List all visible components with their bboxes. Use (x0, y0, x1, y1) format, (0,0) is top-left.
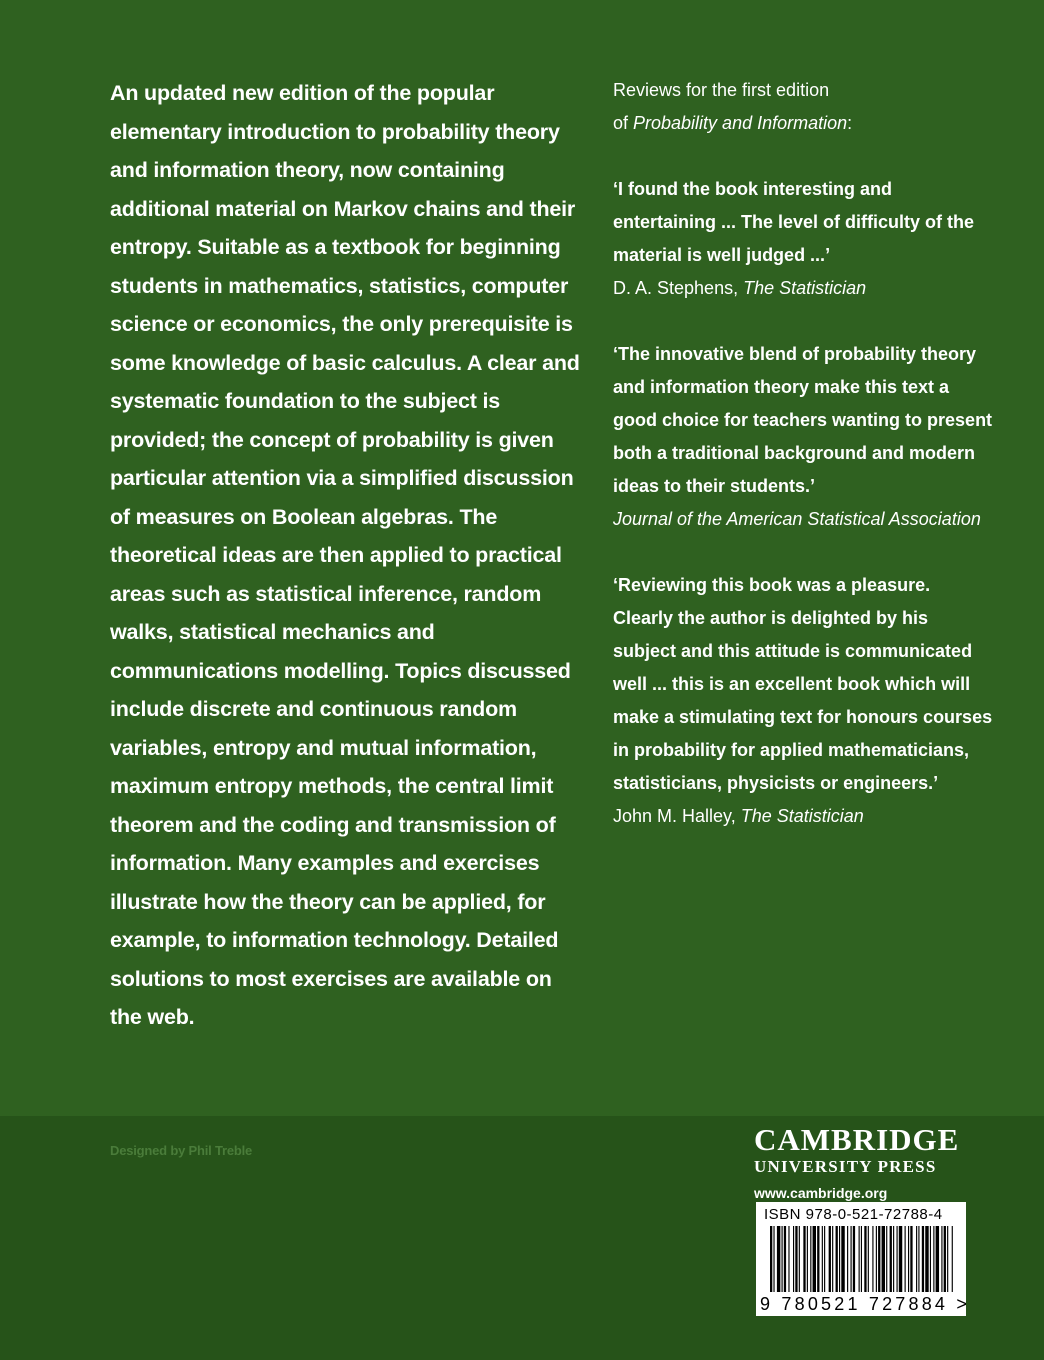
review-quote: ‘Reviewing this book was a pleasure. Clearly the author is delighted by his subject and this attitude is communicated well ... this is an excellent book which will make a stimulating text for honours courses in probability for applied mathematicians, statisticians, physicists or engineers.’ (613, 575, 993, 793)
barcode-bar (941, 1226, 942, 1292)
barcode-bar (905, 1226, 906, 1292)
isbn-barcode (756, 1202, 971, 1316)
review-item (613, 338, 993, 536)
reviews-intro-of: of (613, 113, 634, 133)
barcode-bar (947, 1226, 948, 1292)
review-reviewer: John M. Halley, (613, 806, 741, 826)
barcode-bar (817, 1226, 819, 1292)
review-quote: ‘The innovative blend of probability theory and information theory make this text a good choice for teachers wanting to present both a traditional background and modern ideas to their students.’ (613, 344, 993, 496)
barcode-bar (773, 1226, 774, 1292)
barcode-bar (908, 1226, 909, 1292)
publisher-url: www.cambridge.org (754, 1185, 888, 1201)
designer-credit: Designed by Phil Treble (110, 1143, 253, 1158)
barcode-bar (878, 1226, 880, 1292)
barcode-bar (861, 1226, 862, 1292)
barcode-bar (784, 1226, 786, 1292)
barcode-bar (925, 1226, 928, 1292)
barcode-digits: 9 780521 727884 > (760, 1294, 971, 1314)
review-item (613, 569, 993, 833)
barcode-bar (893, 1226, 894, 1292)
barcode-bar (810, 1226, 811, 1292)
barcode-bar (853, 1226, 855, 1292)
barcode-bar (793, 1226, 794, 1292)
reviews-intro-colon: : (847, 113, 853, 133)
barcode-bars (762, 1226, 960, 1292)
isbn-label: ISBN 978-0-521-72788-4 (764, 1206, 943, 1223)
barcode-bar (897, 1226, 898, 1292)
book-description: An updated new edition of the popular elementary introduction to probability theory and information theory, now containing additional material on Markov chains and their entropy. Suitable as a textbook for beginning students in mathematics, statistics, computer science or economics, the only prerequisite is some knowledge of basic calculus. A clear and systematic foundation to the subject is provided; the concept of probability is given particular attention via a simplified discussion of measures on Boolean algebras. The theoretical ideas are then applied to practical areas such as statistical inference, random walks, statistical mechanics and communications modelling. Topics discussed include discrete and continuous random variables, entropy and mutual information, maximum entropy methods, the central limit theorem and the coding and transmission of information. Many examples and exercises illustrate how the theory can be applied, for example, to information technology. Detailed solutions to most exercises are available on the web. (110, 81, 580, 1029)
barcode-bar (822, 1226, 823, 1292)
barcode-bar (868, 1226, 869, 1292)
reviews-column (613, 74, 993, 866)
barcode-bar (944, 1226, 946, 1292)
review-source (613, 272, 993, 305)
barcode-bar (864, 1226, 866, 1292)
review-publication: The Statistician (743, 278, 867, 298)
barcode-bar (824, 1226, 825, 1292)
review-publication: Journal of the American Statistical Association (613, 509, 981, 529)
barcode-bar (910, 1226, 912, 1292)
barcode-bar (770, 1226, 772, 1292)
barcode-bar (839, 1226, 840, 1292)
barcode-bar (813, 1226, 816, 1292)
review-publication: The Statistician (740, 806, 864, 826)
barcode-bar (872, 1226, 873, 1292)
barcode-bar (918, 1226, 919, 1292)
barcode-bar (916, 1226, 917, 1292)
review-item (613, 173, 993, 305)
barcode-bar (899, 1226, 902, 1292)
barcode-bar (795, 1226, 797, 1292)
barcode-bar (777, 1226, 780, 1292)
barcode-bar (829, 1226, 831, 1292)
barcode-bar (807, 1226, 808, 1292)
barcode-bar (799, 1226, 800, 1292)
reviews-intro (613, 74, 993, 140)
publisher-name: CAMBRIDGE (754, 1122, 960, 1157)
barcode-bar (832, 1226, 833, 1292)
review-quote: ‘I found the book interesting and entertaining ... The level of difficulty of the material is well judged ...’ (613, 179, 975, 265)
barcode-bar (876, 1226, 877, 1292)
barcode-bar (782, 1226, 783, 1292)
barcode-bar (851, 1226, 852, 1292)
reviews-intro-title: Probability and Information (633, 113, 848, 133)
barcode-bar (930, 1226, 931, 1292)
barcode-bar (890, 1226, 892, 1292)
publisher-logo (754, 1122, 969, 1204)
barcode-bar (933, 1226, 934, 1292)
barcode-bar (803, 1226, 805, 1292)
publisher-subtitle: UNIVERSITY PRESS (754, 1157, 937, 1176)
barcode-bar (936, 1226, 939, 1292)
barcode-bar (836, 1226, 838, 1292)
barcode-bar (847, 1226, 848, 1292)
barcode-bar (841, 1226, 844, 1292)
reviews-intro-line: Reviews for the first edition (613, 80, 830, 100)
barcode-bar (882, 1226, 885, 1292)
barcode-bar (886, 1226, 887, 1292)
review-source (613, 800, 993, 833)
barcode-bar (922, 1226, 924, 1292)
barcode-bar (788, 1226, 789, 1292)
review-reviewer: D. A. Stephens, (613, 278, 744, 298)
barcode-bar (952, 1226, 953, 1292)
barcode-bar (859, 1226, 860, 1292)
